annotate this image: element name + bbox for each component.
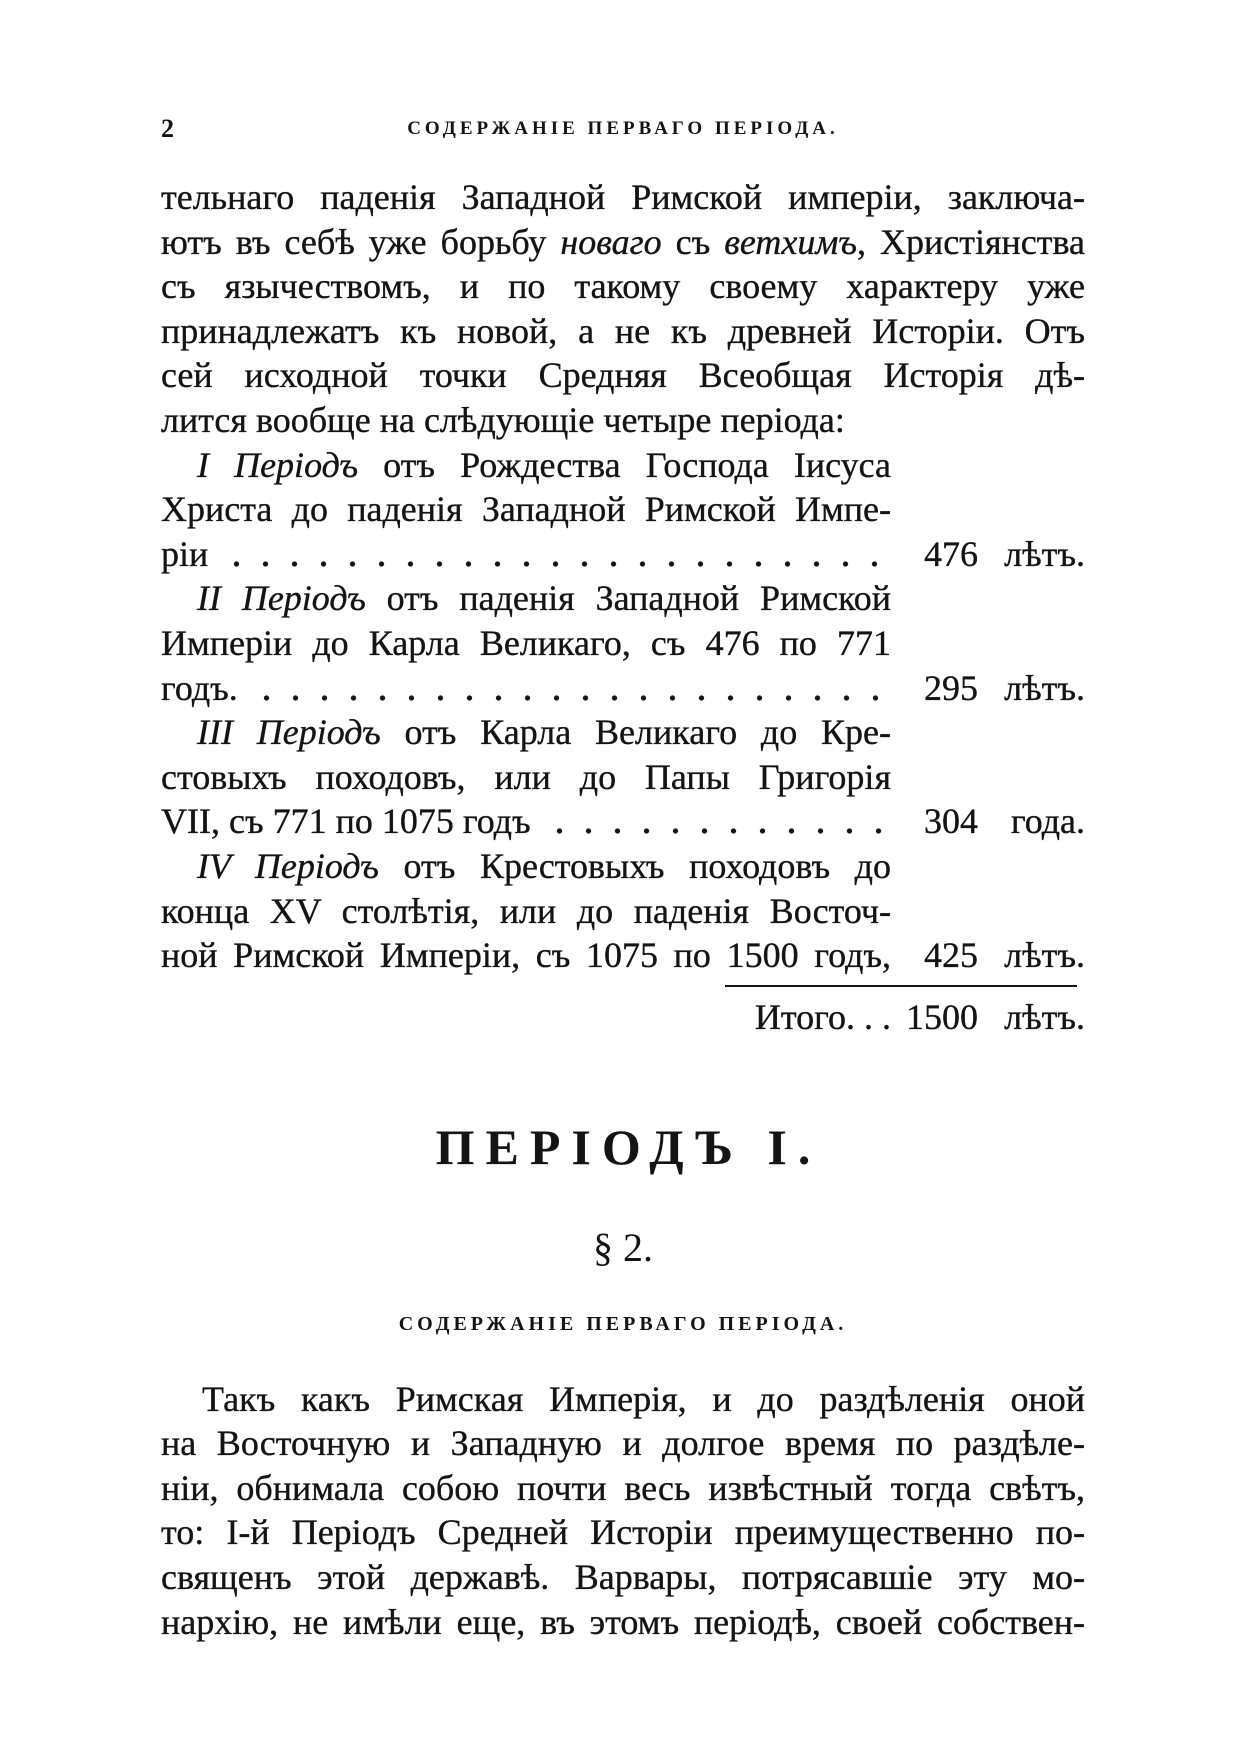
period-years: 304: [924, 801, 978, 842]
body-paragraph: [161, 1377, 1085, 1645]
section-title: СОДЕРЖАНІЕ ПЕРВАГО ПЕРІОДА.: [398, 1313, 848, 1335]
text-segment: годъ.: [161, 667, 238, 708]
text-line: ніи, обнимала собою почти весь извѣстный тогда свѣтъ,: [161, 1467, 1085, 1508]
text-segment: ріи: [161, 533, 209, 574]
text-line: [161, 710, 891, 755]
period-years: 476: [924, 533, 978, 574]
page-number: 2: [161, 114, 174, 143]
period-label: IV Періодъ: [197, 845, 379, 886]
total-row: [161, 995, 1085, 1040]
period-entry: [161, 844, 1085, 978]
italic-word: ветхимъ: [724, 221, 857, 262]
text-segment: отъ Карла Великаго до Кре-: [404, 712, 892, 753]
total-years-unit: лѣтъ.: [1004, 996, 1085, 1037]
text-line: сей исходной точки Средняя Всеобщая Исторія дѣ-: [161, 355, 1085, 396]
text-segment: , Христіянства: [857, 221, 1086, 262]
period-label: III Періодъ: [197, 712, 381, 753]
text-segment: отъ паденія Западной Римской: [386, 578, 892, 619]
total-rule: [725, 985, 1077, 987]
period-years: 425: [924, 935, 978, 976]
text-segment: VII, съ 771 по 1075 годъ: [161, 801, 531, 842]
period-label: I Періодъ: [197, 444, 359, 485]
text-segment: отъ Рождества Господа Іисуса: [383, 444, 891, 485]
text-line: на Восточную и Западную и долгое время по раздѣле-: [161, 1423, 1085, 1464]
text-line: [161, 844, 891, 889]
period-entry: [161, 443, 1085, 577]
text-line: стовыхъ походовъ, или до Папы Григорія: [161, 756, 891, 797]
running-title: СОДЕРЖАНІЕ ПЕРВАГО ПЕРІОДА.: [407, 118, 839, 139]
text-line: тельнаго паденія Западной Римской имперіи, заключа-: [161, 177, 1085, 217]
text-line: Имперіи до Карла Великаго, съ 476 по 771: [161, 622, 891, 663]
period-years-unit: лѣтъ.: [1004, 533, 1085, 574]
text-line: лится вообще на слѣдующіе четыре періода:: [161, 399, 845, 440]
text-segment: съ: [661, 221, 725, 262]
text-line: Такъ какъ Римская Имперія, и до раздѣленія оной: [202, 1378, 1085, 1419]
dot-leader: [252, 666, 891, 711]
period-heading: ПЕРІОДЪ I.: [435, 1119, 822, 1175]
dot-leader: [222, 532, 891, 577]
text-line: священъ этой державѣ. Варвары, потрясавшіе эту мо-: [161, 1557, 1085, 1598]
text-line: ной Римской Имперіи, съ 1075 по 1500 годъ,: [161, 935, 891, 976]
periods-table: [161, 443, 1085, 978]
text-line: [161, 443, 891, 488]
period-years-unit: лѣтъ.: [1004, 667, 1085, 708]
text-line: [161, 532, 891, 577]
dot-leader: [545, 799, 891, 844]
period-years-unit: лѣтъ.: [1004, 935, 1085, 976]
italic-word: новаго: [560, 221, 662, 262]
text-line: [161, 799, 891, 844]
text-line: конца XV столѣтія, или до паденія Восточ-: [161, 890, 891, 931]
text-line: [161, 666, 891, 711]
text-line: Христа до паденія Западной Римской Импе-: [161, 489, 891, 530]
text-line: [161, 220, 1085, 265]
text-line: съ язычествомъ, и по такому своему характеру уже: [161, 266, 1085, 307]
period-years-unit: года.: [1010, 801, 1085, 842]
text-segment: отъ Крестовыхъ походовъ до: [403, 845, 891, 886]
period-entry: [161, 710, 1085, 844]
text-segment: ютъ въ себѣ уже борьбу: [161, 221, 561, 262]
intro-paragraph: [161, 175, 1085, 443]
text-line: [161, 576, 891, 621]
period-label: II Періодъ: [197, 578, 366, 619]
text-line: нархію, не имѣли еще, въ этомъ періодѣ, своей собствен-: [161, 1601, 1085, 1642]
period-years: 295: [924, 667, 978, 708]
text-line: то: I-й Періодъ Средней Исторіи преимущественно по-: [161, 1512, 1085, 1553]
period-total-row: [161, 799, 1085, 844]
text-line: принадлежатъ къ новой, а не къ древней Исторіи. Отъ: [161, 310, 1085, 351]
section-number: § 2.: [593, 1225, 653, 1270]
period-entry: [161, 576, 1085, 710]
total-years: 1500: [906, 996, 978, 1037]
period-total-row: [161, 933, 1085, 978]
period-total-row: [161, 532, 1085, 577]
total-label: Итого. . .: [754, 996, 891, 1037]
period-total-row: [161, 666, 1085, 711]
